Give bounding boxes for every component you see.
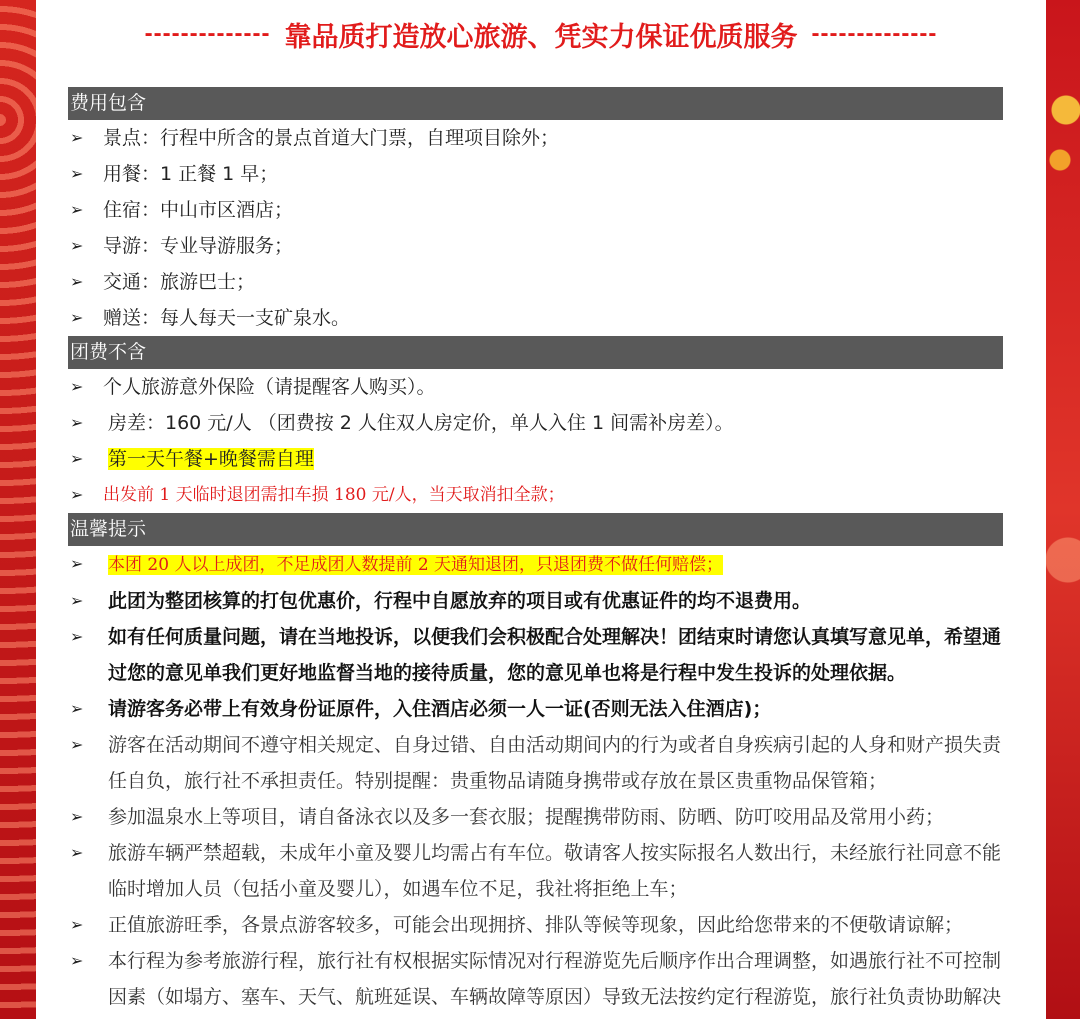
- list-item: ➢ 此团为整团核算的打包优惠价，行程中自愿放弃的项目或有优惠证件的均不退费用。: [68, 583, 1003, 619]
- list-item: ➢ 住宿：中山市区酒店；: [68, 192, 1003, 228]
- section-header-included: 费用包含: [68, 87, 1003, 120]
- list-item: [68, 477, 1003, 513]
- list-item: ➢ 请游客务必带上有效身份证原件，入住酒店必须一人一证(否则无法入住酒店)；: [68, 691, 1003, 727]
- bullet-arrow-icon: ➢: [70, 843, 84, 862]
- bullet-arrow-icon: ➢: [70, 735, 84, 754]
- list-item: ➢ 用餐：1 正餐 1 早；: [68, 156, 1003, 192]
- bullet-arrow-icon: ➢: [70, 554, 84, 573]
- left-decoration: [0, 0, 36, 1019]
- highlighted-notice: 本团 20 人以上成团，不足成团人数提前 2 天通知退团，只退团费不做任何赔偿；: [108, 555, 724, 575]
- list-item: ➢ 旅游车辆严禁超载，未成年小童及婴儿均需占有车位。敬请客人按实际报名人数出行，未经旅行社同意不能临时增加人员（包括小童及婴儿），如遇车位不足，我社将拒绝上车；: [68, 835, 1003, 907]
- list-item: [68, 441, 1003, 477]
- highlighted-text: 第一天午餐+晚餐需自理: [108, 448, 314, 470]
- list-item: ➢ 交通：旅游巴士；: [68, 264, 1003, 300]
- list-item: ➢ 参加温泉水上等项目，请自备泳衣以及多一套衣服；提醒携带防雨、防晒、防叮咬用品及常用小药；: [68, 799, 1003, 835]
- bullet-arrow-icon: ➢: [70, 449, 84, 468]
- document-page: [36, 0, 1046, 1019]
- bullet-arrow-icon: ➢: [70, 308, 84, 327]
- cancellation-notice: 出发前 1 天临时退团需扣车损 180 元/人，当天取消扣全款；: [103, 485, 565, 505]
- banner-dash-right: --------------: [811, 20, 938, 47]
- bullet-arrow-icon: ➢: [70, 377, 84, 396]
- bullet-arrow-icon: ➢: [70, 627, 84, 646]
- itinerary-content: [68, 87, 1003, 1015]
- bullet-arrow-icon: ➢: [70, 807, 84, 826]
- list-item: ➢ 正值旅游旺季，各景点游客较多，可能会出现拥挤、排队等候等现象，因此给您带来的不便敬请谅解；: [68, 907, 1003, 943]
- bullet-arrow-icon: ➢: [70, 485, 84, 504]
- list-item: ➢ 景点：行程中所含的景点首道大门票，自理项目除外；: [68, 120, 1003, 156]
- page-title: 靠品质打造放心旅游、凭实力保证优质服务: [284, 21, 798, 52]
- bullet-arrow-icon: ➢: [70, 236, 84, 255]
- bullet-arrow-icon: ➢: [70, 591, 84, 610]
- section-header-excluded: 团费不含: [68, 336, 1003, 369]
- list-item: ➢ 游客在活动期间不遵守相关规定、自身过错、自由活动期间内的行为或者自身疾病引起的人身和财产损失责任自负，旅行社不承担责任。特别提醒：贵重物品请随身携带或存放在景区贵重物品保管箱；: [68, 727, 1003, 799]
- banner-dash-left: --------------: [144, 20, 271, 47]
- list-item: [68, 546, 1003, 583]
- bullet-arrow-icon: ➢: [70, 164, 84, 183]
- list-item: ➢ 个人旅游意外保险（请提醒客人购买）。: [68, 369, 1003, 405]
- list-item: ➢ 房差：160 元/人 （团费按 2 人住双人房定价，单人入住 1 间需补房差）。: [68, 405, 1003, 441]
- list-item: ➢ 赠送：每人每天一支矿泉水。: [68, 300, 1003, 336]
- page-banner: [36, 14, 1046, 54]
- bullet-arrow-icon: ➢: [70, 272, 84, 291]
- bullet-arrow-icon: ➢: [70, 699, 84, 718]
- bullet-arrow-icon: ➢: [70, 915, 84, 934]
- bullet-arrow-icon: ➢: [70, 128, 84, 147]
- section-header-tips: 温馨提示: [68, 513, 1003, 546]
- bullet-arrow-icon: ➢: [70, 951, 84, 970]
- bullet-arrow-icon: ➢: [70, 200, 84, 219]
- right-decoration: [1046, 0, 1080, 1019]
- list-item: ➢ 本行程为参考旅游行程，旅行社有权根据实际情况对行程游览先后顺序作出合理调整，如遇旅行社不可控制因素（如塌方、塞车、天气、航班延误、车辆故障等原因）导致无法按约定行程游览，旅行社负责协助解决: [68, 943, 1003, 1015]
- bullet-arrow-icon: ➢: [70, 413, 84, 432]
- list-item: ➢ 如有任何质量问题，请在当地投诉，以便我们会积极配合处理解决！团结束时请您认真填写意见单，希望通过您的意见单我们更好地监督当地的接待质量，您的意见单也将是行程中发生投诉的处理依据。: [68, 619, 1003, 691]
- list-item: ➢ 导游：专业导游服务；: [68, 228, 1003, 264]
